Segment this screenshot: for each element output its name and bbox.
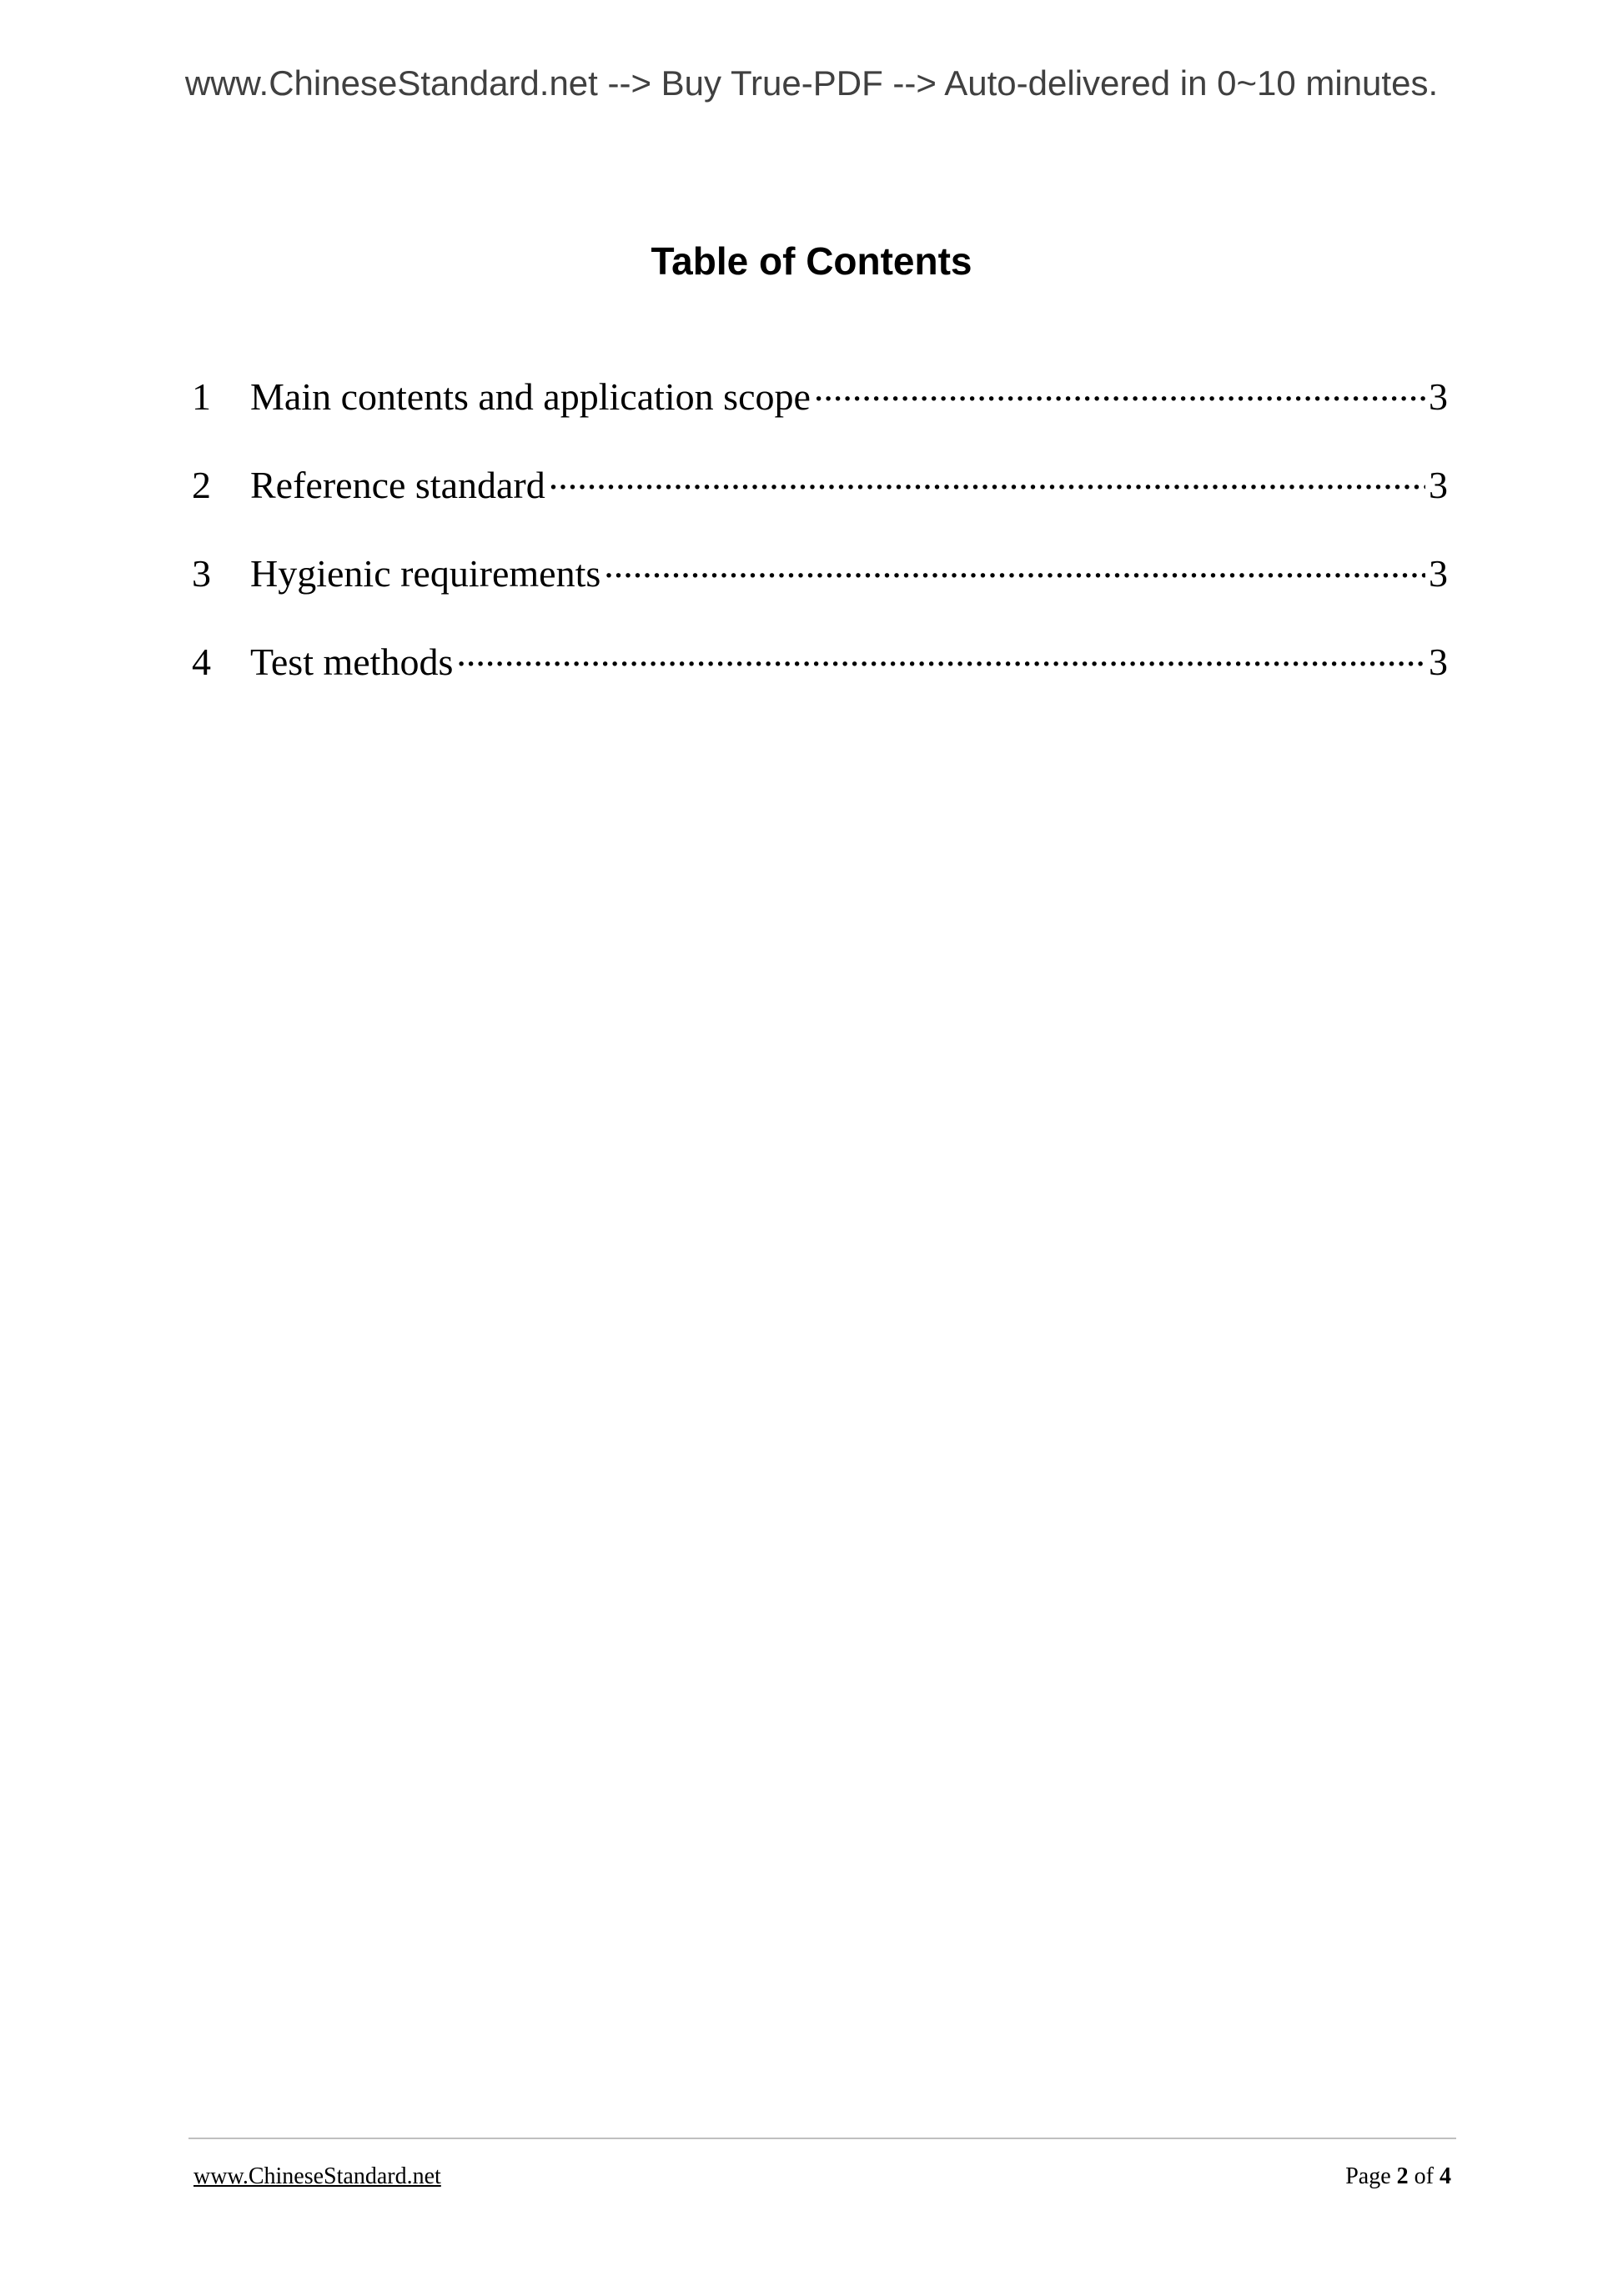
toc-entry-label: Hygienic requirements [250, 552, 601, 595]
toc-dot-leader [604, 548, 1425, 586]
header-banner: www.ChineseStandard.net --> Buy True-PDF --> Auto-delivered in 0~10 minutes. [184, 63, 1439, 103]
toc-entry-label: Main contents and application scope [250, 375, 811, 418]
table-of-contents [192, 371, 1448, 725]
toc-dot-leader [456, 636, 1425, 675]
toc-dot-leader [814, 371, 1425, 409]
toc-entry-label: Reference standard [250, 464, 545, 506]
footer-divider [188, 2138, 1456, 2139]
toc-entry-page: 3 [1429, 641, 1448, 683]
toc-entry-label: Test methods [250, 641, 454, 683]
page-prefix: Page [1345, 2163, 1391, 2189]
toc-entry-number: 3 [192, 552, 211, 595]
toc-entry-3[interactable] [192, 548, 1448, 636]
page-indicator [1345, 2163, 1451, 2190]
toc-entry-page: 3 [1429, 464, 1448, 506]
toc-entry-page: 3 [1429, 552, 1448, 595]
toc-entry-1[interactable] [192, 371, 1448, 460]
toc-dot-leader [549, 460, 1425, 498]
page-of: of [1414, 2163, 1434, 2189]
page-title: Table of Contents [651, 239, 972, 283]
toc-entry-number: 4 [192, 641, 211, 683]
page-current: 2 [1396, 2163, 1409, 2189]
footer-site-link[interactable]: www.ChineseStandard.net [193, 2163, 441, 2189]
toc-entry-4[interactable] [192, 636, 1448, 725]
toc-entry-number: 2 [192, 464, 211, 506]
toc-entry-2[interactable] [192, 460, 1448, 548]
toc-entry-number: 1 [192, 375, 211, 418]
toc-entry-page: 3 [1429, 375, 1448, 418]
page-total: 4 [1440, 2163, 1451, 2189]
